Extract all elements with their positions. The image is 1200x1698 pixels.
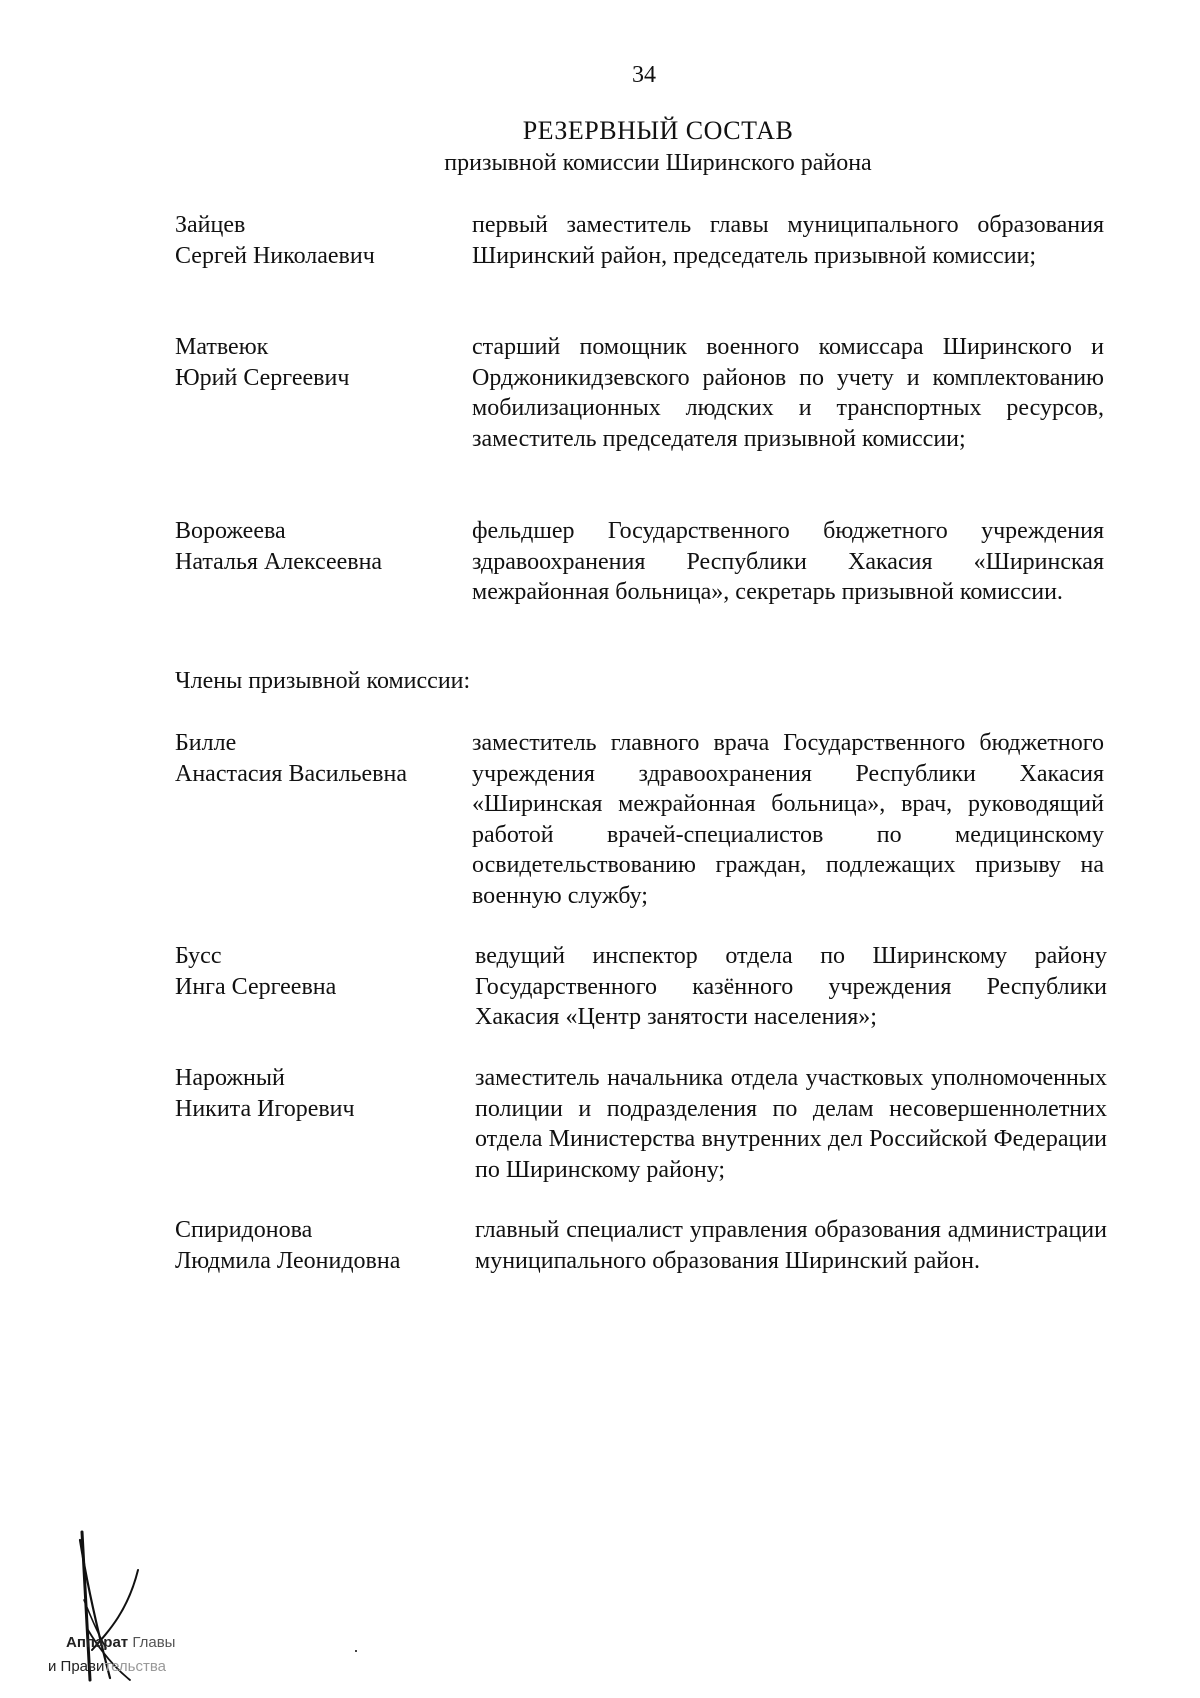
person-given-names: Сергей Николаевич bbox=[175, 242, 375, 269]
person-name bbox=[175, 728, 455, 789]
stamp-text-rest: Главы bbox=[132, 1634, 176, 1651]
person-surname: Зайцев bbox=[175, 212, 246, 238]
stamp-text-line1 bbox=[66, 1634, 175, 1651]
stamp-text-main: и Прави bbox=[48, 1658, 105, 1675]
person-surname: Спиридонова bbox=[175, 1217, 313, 1243]
person-surname: Бусс bbox=[175, 943, 222, 969]
person-given-names: Наталья Алексеевна bbox=[175, 548, 383, 575]
person-name bbox=[175, 941, 455, 1002]
person-name bbox=[175, 516, 455, 577]
person-given-names: Никита Игоревич bbox=[175, 1095, 355, 1122]
person-role: ведущий инспектор отдела по Ширинскому району Государственного казённого учреждения Республики Хакасия «Центр занятости населения»; bbox=[475, 943, 1107, 1030]
person-name bbox=[175, 1215, 455, 1276]
person-surname: Билле bbox=[175, 730, 237, 756]
scan-speck bbox=[355, 1650, 357, 1652]
person-name bbox=[175, 210, 455, 271]
person-given-names: Анастасия Васильевна bbox=[175, 760, 408, 787]
person-role: заместитель главного врача Государственного бюджетного учреждения здравоохранения Республики Хакасия «Ширинская межрайонная больница», врач, руководящий работой врачей-специалистов по медицинскому освидетельствованию граждан, подлежащих призыву на военную службу; bbox=[472, 730, 1104, 909]
person-role: заместитель начальника отдела участковых уполномоченных полиции и подразделения по делам несовершеннолетних отдела Министерства внутренних дел Российской Федерации по Ширинскому району; bbox=[475, 1065, 1107, 1183]
person-surname: Ворожеева bbox=[175, 518, 286, 544]
person-role: первый заместитель главы муниципального образования Ширинский район, председатель призывной комиссии; bbox=[472, 212, 1104, 269]
person-surname: Нарожный bbox=[175, 1065, 285, 1091]
stamp-text-faint: тельства bbox=[104, 1658, 167, 1675]
person-surname: Матвеюк bbox=[175, 334, 269, 360]
members-section-label: Члены призывной комиссии: bbox=[175, 668, 471, 694]
stamp-text-line2 bbox=[48, 1658, 166, 1675]
person-role: старший помощник военного комиссара Ширинского и Орджоникидзевского районов по учету и комплектованию мобилизационных людских и транспортных ресурсов, заместитель председателя призывной комиссии; bbox=[472, 334, 1104, 452]
person-role: фельдшер Государственного бюджетного учреждения здравоохранения Республики Хакасия «Ширинская межрайонная больница», секретарь призывной комиссии. bbox=[472, 518, 1104, 605]
person-given-names: Инга Сергеевна bbox=[175, 973, 337, 1000]
stamp-text-bold: Аппарат bbox=[66, 1634, 129, 1651]
document-subtitle: призывной комиссии Ширинского района bbox=[444, 150, 872, 176]
page-number: 34 bbox=[632, 62, 656, 88]
person-name bbox=[175, 1063, 455, 1124]
person-given-names: Юрий Сергеевич bbox=[175, 364, 350, 391]
person-given-names: Людмила Леонидовна bbox=[175, 1247, 401, 1274]
person-name bbox=[175, 332, 455, 393]
document-title: РЕЗЕРВНЫЙ СОСТАВ bbox=[522, 116, 794, 145]
person-role: главный специалист управления образования администрации муниципального образования Ширинский район. bbox=[475, 1217, 1107, 1274]
